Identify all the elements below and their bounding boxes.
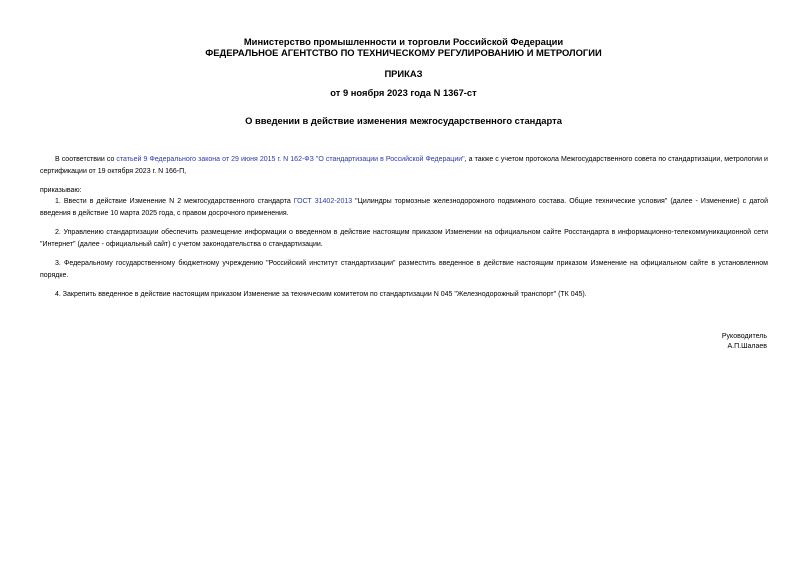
order-item-4: 4. Закрепить введенное в действие настоящим приказом Изменение за техническим комитетом по стандартизации N 045 "Железнодорожный транспорт" (ТК 045). bbox=[55, 291, 587, 298]
item1-suffix: "Цилиндры тормозные железнодорожного подвижного состава. Общие технические условия" (далее - Изменение) с датой введения в действие 10 марта 2025 года, с правом досрочного применения. bbox=[40, 198, 768, 217]
order-word: приказываю: bbox=[40, 187, 82, 194]
order-item-3: 3. Федеральному государственному бюджетному учреждению "Российский институт стандартизации" разместить введенное в действие настоящим приказом Изменение на официальном сайте в установленном порядке. bbox=[40, 260, 768, 279]
agency-name: ФЕДЕРАЛЬНОЕ АГЕНТСТВО ПО ТЕХНИЧЕСКОМУ РЕГУЛИРОВАНИЮ И МЕТРОЛОГИИ bbox=[205, 47, 602, 58]
signature-name: А.П.Шалаев bbox=[727, 343, 767, 350]
document-title: О введении в действие изменения межгосударственного стандарта bbox=[245, 115, 562, 126]
ministry-name: Министерство промышленности и торговли Российской Федерации bbox=[243, 36, 564, 47]
signature-position: Руководитель bbox=[721, 333, 767, 340]
preamble-paragraph bbox=[40, 154, 768, 178]
order-item-2: 2. Управлению стандартизации обеспечить размещение информации о введенном в действие настоящим приказом Изменении на официальном сайте Росстандарта в информационно-телекоммуникационной сети "Интернет" (далее - официальный сайт) с учетом законодательства о стандартизации. bbox=[40, 229, 768, 248]
preamble-prefix: В соответствии со bbox=[55, 156, 117, 163]
order-item-1 bbox=[40, 196, 768, 220]
preamble-suffix: , а также с учетом протокола Межгосударственного совета по стандартизации, метрологии и сертификации от 19 октября 2023 г. N 166-П, bbox=[40, 156, 768, 175]
federal-law-link[interactable]: статьей 9 Федерального закона от 29 июня 2015 г. N 162-ФЗ "О стандартизации в Российской Федерации" bbox=[116, 156, 465, 163]
document-type: ПРИКАЗ bbox=[384, 68, 423, 79]
gost-link[interactable]: ГОСТ 31402-2013 bbox=[293, 198, 353, 205]
item1-prefix: 1. Ввести в действие Изменение N 2 межгосударственного стандарта bbox=[55, 198, 294, 205]
document-date-number: от 9 ноября 2023 года N 1367-ст bbox=[330, 87, 477, 98]
